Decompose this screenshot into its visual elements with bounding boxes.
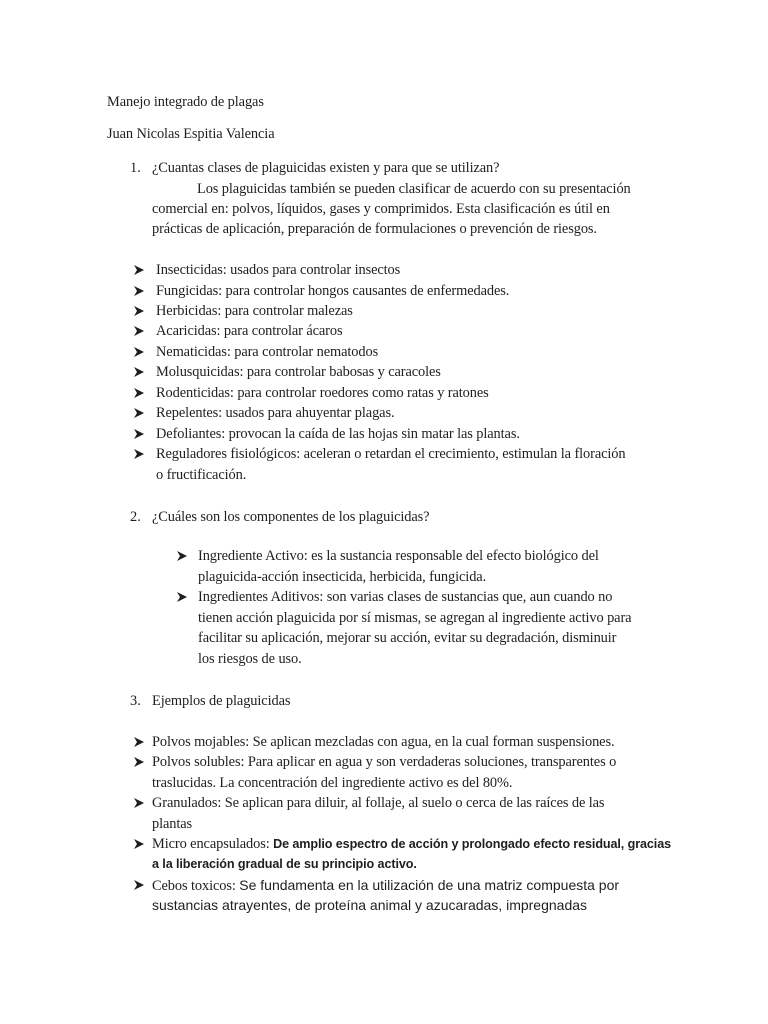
document-title: Manejo integrado de plagas [107, 94, 264, 110]
example-bold-description: De amplio espectro de acción y prolongado efecto residual, gracias [273, 837, 672, 851]
arrow-bullet-icon [133, 756, 145, 768]
example-label: Cebos toxicos: [152, 878, 240, 894]
example-item-continuation: plantas [152, 816, 193, 832]
component-item-line: tienen acción plaguicida por sí mismas, se agregan al ingrediente activo para [198, 610, 632, 626]
list-item: Fungicidas: para controlar hongos causantes de enfermedades. [156, 283, 510, 299]
list-item: Herbicidas: para controlar malezas [156, 303, 353, 319]
example-item [152, 875, 619, 896]
arrow-bullet-icon [176, 591, 188, 603]
list-item: Defoliantes: provocan la caída de las hojas sin matar las plantas. [156, 426, 520, 442]
list-item: Rodenticidas: para controlar roedores como ratas y ratones [156, 385, 489, 401]
arrow-bullet-icon [133, 797, 145, 809]
question-2-text: ¿Cuáles son los componentes de los plaguicidas? [152, 509, 430, 525]
component-item-line: Ingrediente Activo: es la sustancia responsable del efecto biológico del [198, 548, 599, 564]
example-description: Se fundamenta en la utilización de una matriz compuesta por [239, 877, 620, 893]
question-3-text: Ejemplos de plaguicidas [152, 693, 291, 709]
list-item-continuation: o fructificación. [156, 467, 247, 483]
arrow-bullet-icon [176, 550, 188, 562]
question-1-text: ¿Cuantas clases de plaguicidas existen y para que se utilizan? [152, 160, 500, 176]
example-item: Polvos mojables: Se aplican mezcladas con agua, en la cual forman suspensiones. [152, 734, 615, 750]
component-item-line: Ingredientes Aditivos: son varias clases de sustancias que, aun cuando no [198, 589, 613, 605]
arrow-bullet-icon [133, 366, 145, 378]
example-item-continuation: traslucidas. La concentración del ingrediente activo es del 80%. [152, 775, 513, 791]
arrow-bullet-icon [133, 285, 145, 297]
component-item-line: facilitar su aplicación, mejorar su acción, evitar su degradación, disminuir [198, 630, 617, 646]
arrow-bullet-icon [133, 448, 145, 460]
example-bold-description: a la liberación gradual de su principio activo. [152, 857, 417, 871]
list-item: Insecticidas: usados para controlar insectos [156, 262, 401, 278]
arrow-bullet-icon [133, 325, 145, 337]
question-1-number: 1. [130, 160, 141, 176]
question-1-answer-line: prácticas de aplicación, preparación de formulaciones o prevención de riesgos. [152, 221, 597, 237]
component-item-line: los riesgos de uso. [198, 651, 302, 667]
example-item [152, 834, 671, 854]
question-1-answer-line: Los plaguicidas también se pueden clasificar de acuerdo con su presentación [197, 181, 631, 197]
list-item: Repelentes: usados para ahuyentar plagas. [156, 405, 395, 421]
arrow-bullet-icon [133, 879, 145, 891]
component-item-line: plaguicida-acción insecticida, herbicida, fungicida. [198, 569, 487, 585]
arrow-bullet-icon [133, 387, 145, 399]
arrow-bullet-icon [133, 736, 145, 748]
question-3-number: 3. [130, 693, 141, 709]
question-1-answer-line: comercial en: polvos, líquidos, gases y comprimidos. Esta clasificación es útil en [152, 201, 610, 217]
list-item: Nematicidas: para controlar nematodos [156, 344, 379, 360]
question-2-number: 2. [130, 509, 141, 525]
list-item: Acaricidas: para controlar ácaros [156, 323, 343, 339]
list-item: Molusquicidas: para controlar babosas y caracoles [156, 364, 441, 380]
arrow-bullet-icon [133, 428, 145, 440]
example-label: Micro encapsulados: [152, 836, 274, 852]
example-description: sustancias atrayentes, de proteína animal y azucaradas, impregnadas [152, 897, 588, 913]
document-author: Juan Nicolas Espitia Valencia [107, 126, 275, 142]
arrow-bullet-icon [133, 407, 145, 419]
arrow-bullet-icon [133, 346, 145, 358]
list-item: Reguladores fisiológicos: aceleran o retardan el crecimiento, estimulan la floración [156, 446, 626, 462]
example-item: Polvos solubles: Para aplicar en agua y son verdaderas soluciones, transparentes o [152, 754, 617, 770]
arrow-bullet-icon [133, 838, 145, 850]
arrow-bullet-icon [133, 264, 145, 276]
example-item: Granulados: Se aplican para diluir, al follaje, al suelo o cerca de las raíces de las [152, 795, 605, 811]
arrow-bullet-icon [133, 305, 145, 317]
